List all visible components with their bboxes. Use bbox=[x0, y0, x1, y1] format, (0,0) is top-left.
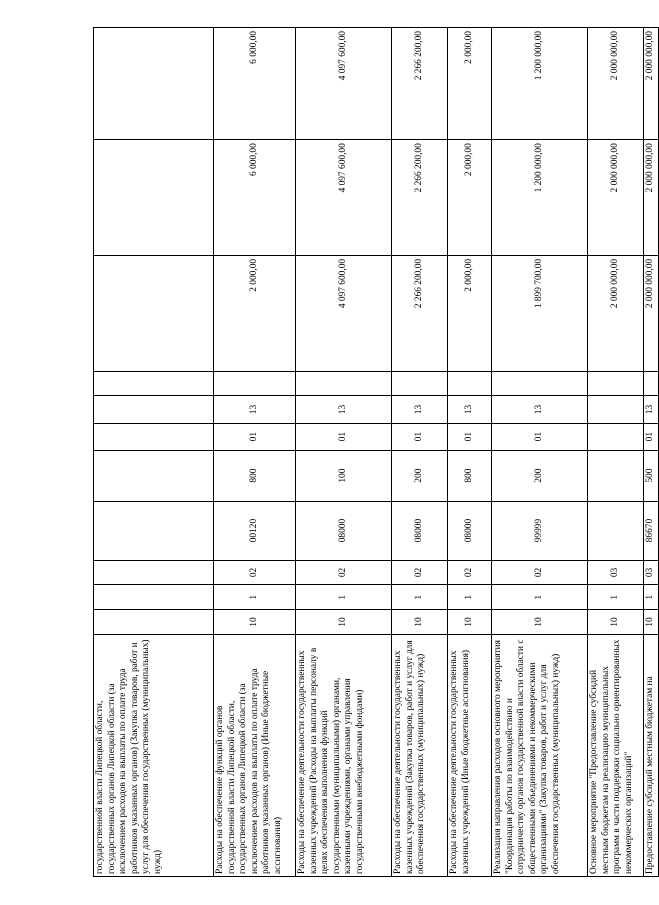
value-year-3 bbox=[94, 28, 214, 140]
code-program: 10 bbox=[392, 610, 448, 635]
row-name: Расходы на обеспечение деятельности государственных казенных учреждений (Иные бюджетные ассигнования) bbox=[448, 634, 492, 876]
code-subsection: 13 bbox=[296, 396, 392, 423]
value-year-2: 2 266 200,00 bbox=[392, 140, 448, 256]
code-extra bbox=[644, 371, 659, 396]
code-subprogram: 1 bbox=[214, 585, 296, 610]
code-section: 01 bbox=[644, 423, 659, 450]
code-program: 10 bbox=[214, 610, 296, 635]
table-row bbox=[214, 28, 296, 877]
value-year-1: 4 097 600,00 bbox=[296, 255, 392, 371]
code-program bbox=[94, 610, 214, 635]
code-activity: 02 bbox=[214, 560, 296, 585]
code-activity: 02 bbox=[448, 560, 492, 585]
code-section: 01 bbox=[296, 423, 392, 450]
code-expense-type: 200 bbox=[492, 450, 588, 501]
code-direction: 08000 bbox=[392, 501, 448, 560]
table-row bbox=[492, 28, 588, 877]
code-direction: 99999 bbox=[492, 501, 588, 560]
value-year-1: 2 266 200,00 bbox=[392, 255, 448, 371]
code-activity: 03 bbox=[588, 560, 644, 585]
table-row bbox=[644, 28, 659, 877]
code-extra bbox=[214, 371, 296, 396]
value-year-2: 2 000,00 bbox=[448, 140, 492, 256]
code-activity: 02 bbox=[392, 560, 448, 585]
value-year-1 bbox=[94, 255, 214, 371]
code-expense-type: 100 bbox=[296, 450, 392, 501]
value-year-3: 2 000,00 bbox=[448, 28, 492, 140]
code-program: 10 bbox=[448, 610, 492, 635]
code-expense-type: 800 bbox=[214, 450, 296, 501]
value-year-3: 1 200 000,00 bbox=[492, 28, 588, 140]
code-direction: 08000 bbox=[296, 501, 392, 560]
code-extra bbox=[448, 371, 492, 396]
code-extra bbox=[392, 371, 448, 396]
code-subprogram: 1 bbox=[392, 585, 448, 610]
rotated-page bbox=[93, 27, 655, 877]
table-row bbox=[94, 28, 214, 877]
table-row bbox=[448, 28, 492, 877]
code-direction: 00120 bbox=[214, 501, 296, 560]
code-subsection: 13 bbox=[644, 396, 659, 423]
code-extra bbox=[296, 371, 392, 396]
code-expense-type: 800 bbox=[448, 450, 492, 501]
value-year-1: 2 000,00 bbox=[448, 255, 492, 371]
code-subprogram: 1 bbox=[644, 585, 659, 610]
code-subprogram: 1 bbox=[492, 585, 588, 610]
code-subsection: 13 bbox=[448, 396, 492, 423]
row-name: государственной власти Липецкой области, государственных органов Липецкой области (за исключением расходов на выплаты по оплате труда работников указанных органов) (Закупка товаров, работ и услуг для обеспечения государственных (муниципальных) нужд) bbox=[94, 634, 214, 876]
value-year-2 bbox=[94, 140, 214, 256]
value-year-2: 1 200 000,00 bbox=[492, 140, 588, 256]
code-subsection bbox=[94, 396, 214, 423]
code-subprogram: 1 bbox=[296, 585, 392, 610]
code-expense-type: 200 bbox=[392, 450, 448, 501]
code-section bbox=[94, 423, 214, 450]
code-program: 10 bbox=[588, 610, 644, 635]
table-row bbox=[392, 28, 448, 877]
code-section: 01 bbox=[492, 423, 588, 450]
value-year-1: 1 899 700,00 bbox=[492, 255, 588, 371]
code-activity: 03 bbox=[644, 560, 659, 585]
value-year-2: 6 000,00 bbox=[214, 140, 296, 256]
row-name: Предоставление субсидий местным бюджетам на bbox=[644, 634, 659, 876]
value-year-3: 6 000,00 bbox=[214, 28, 296, 140]
code-direction bbox=[94, 501, 214, 560]
value-year-3: 2 000 000,00 bbox=[644, 28, 659, 140]
code-expense-type bbox=[94, 450, 214, 501]
code-extra bbox=[588, 371, 644, 396]
code-program: 10 bbox=[492, 610, 588, 635]
table-row bbox=[588, 28, 644, 877]
value-year-1: 2 000 000,00 bbox=[588, 255, 644, 371]
code-subsection bbox=[588, 396, 644, 423]
code-direction: 86670 bbox=[644, 501, 659, 560]
code-subsection: 13 bbox=[392, 396, 448, 423]
value-year-3: 2 266 200,00 bbox=[392, 28, 448, 140]
code-subsection: 13 bbox=[492, 396, 588, 423]
row-name: Расходы на обеспечение функций органов государственной власти Липецкой области, государственных органов Липецкой области (за исключением расходов на выплаты по оплате труда работников указанных органов) (Иные бюджетные ассигнования) bbox=[214, 634, 296, 876]
code-expense-type: 500 bbox=[644, 450, 659, 501]
code-direction: 08000 bbox=[448, 501, 492, 560]
code-program: 10 bbox=[296, 610, 392, 635]
value-year-2: 4 097 600,00 bbox=[296, 140, 392, 256]
code-activity: 02 bbox=[492, 560, 588, 585]
code-direction bbox=[588, 501, 644, 560]
code-subsection: 13 bbox=[214, 396, 296, 423]
code-subprogram: 1 bbox=[588, 585, 644, 610]
code-section: 01 bbox=[214, 423, 296, 450]
row-name: Расходы на обеспечение деятельности государственных казенных учреждений (Закупка товаров, работ и услуг для обеспечения государственных (муниципальных) нужд) bbox=[392, 634, 448, 876]
code-subprogram bbox=[94, 585, 214, 610]
code-section bbox=[588, 423, 644, 450]
value-year-2: 2 000 000,00 bbox=[644, 140, 659, 256]
row-name: Основное мероприятие "Предоставление субсидий местным бюджетам на реализацию муниципальных программ в части поддержки социально ориентированных некоммерческих организаций" bbox=[588, 634, 644, 876]
value-year-2: 2 000 000,00 bbox=[588, 140, 644, 256]
code-extra bbox=[94, 371, 214, 396]
code-section: 01 bbox=[448, 423, 492, 450]
value-year-1: 2 000 000,00 bbox=[644, 255, 659, 371]
code-extra bbox=[492, 371, 588, 396]
table-row bbox=[296, 28, 392, 877]
code-activity bbox=[94, 560, 214, 585]
row-name: Расходы на обеспечение деятельности государственных казенных учреждений (Расходы на выплаты персоналу в целях обеспечения выполнения функций государственными (муниципальными) органами, казенными учреждениями, органами управления государственными внебюджетными фондами) bbox=[296, 634, 392, 876]
code-section: 01 bbox=[392, 423, 448, 450]
code-program: 10 bbox=[644, 610, 659, 635]
code-subprogram: 1 bbox=[448, 585, 492, 610]
budget-table bbox=[93, 27, 659, 877]
value-year-3: 2 000 000,00 bbox=[588, 28, 644, 140]
value-year-1: 2 000,00 bbox=[214, 255, 296, 371]
code-activity: 02 bbox=[296, 560, 392, 585]
value-year-3: 4 097 600,00 bbox=[296, 28, 392, 140]
row-name: Реализация направления расходов основного мероприятия "Координация работы по взаимодействию и сотрудничеству органов государственной власти области с общественными объединениями и некоммерческими организациями" (Закупка товаров, работ и услуг для обеспечения государственных (муниципальных) нужд) bbox=[492, 634, 588, 876]
code-expense-type bbox=[588, 450, 644, 501]
